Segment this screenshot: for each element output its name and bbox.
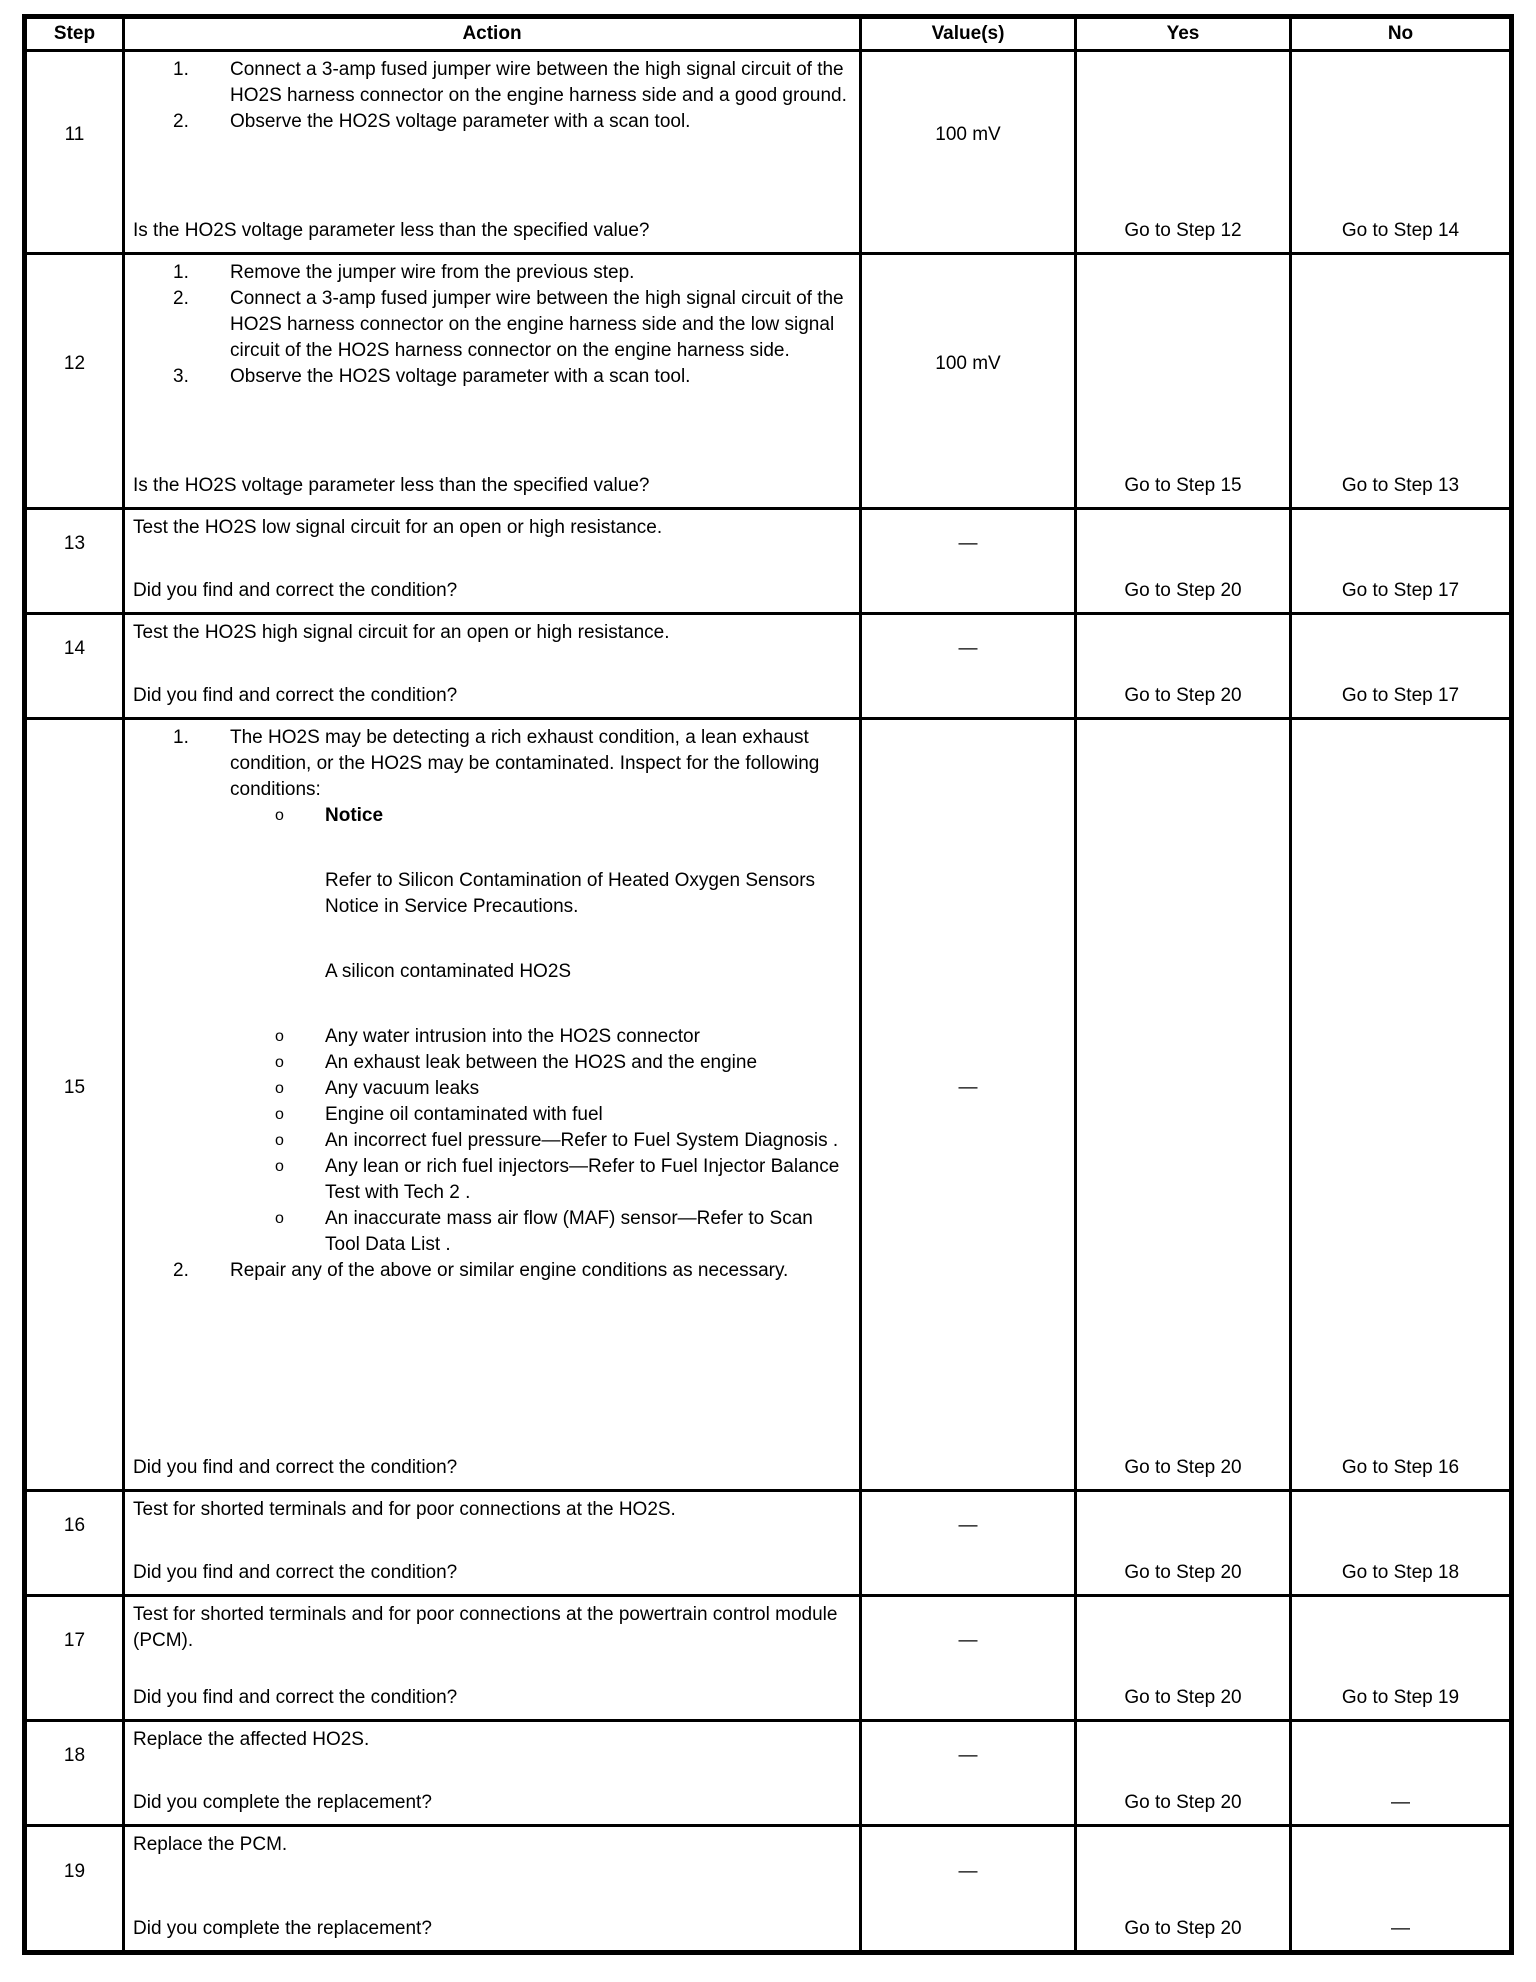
action-text: Remove the jumper wire from the previous step. [230, 262, 635, 283]
table-row-step-13 [27, 507, 1509, 612]
list-marker: o [275, 1132, 284, 1149]
value-text: — [958, 533, 978, 554]
table-row-step-18 [27, 1719, 1509, 1824]
action-block [125, 1727, 859, 1753]
yes-goto-text: Go to Step 20 [1124, 1792, 1242, 1813]
action-text: The HO2S may be detecting a rich exhaust condition, a lean exhaust condition, or the HO2S may be contaminated. Inspect for the following conditions: [230, 727, 820, 800]
yes-goto-text: Go to Step 15 [1124, 475, 1242, 496]
no-goto-text: Go to Step 16 [1341, 1457, 1460, 1478]
list-marker: o [275, 1210, 284, 1227]
action-content [125, 260, 859, 473]
action-text: An exhaust leak between the HO2S and the engine [325, 1052, 758, 1073]
action-text: Test the HO2S high signal circuit for an open or high resistance. [133, 622, 670, 643]
action-text: Any vacuum leaks [325, 1078, 480, 1099]
action-block [125, 1258, 859, 1284]
action-cell [122, 52, 859, 252]
bottom-spacer [27, 218, 122, 252]
bottom-spacer [27, 1455, 122, 1489]
action-cell [122, 510, 859, 612]
list-marker [275, 868, 325, 920]
question-text: Did you find and correct the condition? [133, 1457, 458, 1478]
no-cell [1289, 510, 1509, 612]
bottom-spacer [27, 1916, 122, 1950]
action-text: Connect a 3-amp fused jumper wire between the high signal circuit of the HO2S harness connector on the engine harness side and the low signal circuit of the HO2S harness connector on the engine harness side. [230, 288, 844, 361]
bottom-spacer [27, 473, 122, 507]
list-marker: 1. [173, 59, 189, 80]
question-text: Did you find and correct the condition? [133, 580, 458, 601]
step-cell [27, 1492, 122, 1594]
step-cell [27, 1722, 122, 1824]
value-text: — [958, 1745, 978, 1766]
list-marker: o [275, 807, 284, 824]
list-marker: 2. [173, 288, 189, 309]
value-cell [859, 720, 1074, 1489]
action-content [125, 725, 859, 1455]
no-cell [1289, 1827, 1509, 1950]
action-block [125, 1154, 859, 1206]
bottom-spacer [862, 473, 1074, 507]
table-row-step-15 [27, 717, 1509, 1489]
action-block [125, 803, 859, 829]
no-goto-text: Go to Step 13 [1341, 475, 1460, 496]
action-block [125, 1602, 859, 1654]
no-cell [1289, 1597, 1509, 1719]
yes-goto-text: Go to Step 20 [1124, 1918, 1242, 1939]
bottom-spacer [862, 1455, 1074, 1489]
yes-cell [1074, 52, 1289, 252]
step-number: 13 [63, 533, 86, 554]
action-text: Engine oil contaminated with fuel [325, 1104, 603, 1125]
action-content [125, 620, 859, 683]
action-text: Observe the HO2S voltage parameter with a scan tool. [230, 366, 691, 387]
action-text: Test for shorted terminals and for poor connections at the HO2S. [133, 1499, 676, 1520]
step-cell [27, 615, 122, 717]
header-cell-values: Value(s) [859, 19, 1074, 49]
bottom-spacer [862, 1685, 1074, 1719]
action-block [125, 515, 859, 541]
value-cell [859, 1597, 1074, 1719]
value-cell [859, 52, 1074, 252]
action-text: Replace the PCM. [133, 1834, 288, 1855]
step-number: 18 [63, 1745, 86, 1766]
bottom-spacer [27, 1685, 122, 1719]
yes-cell [1074, 615, 1289, 717]
list-marker: o [275, 1028, 284, 1045]
action-block [125, 286, 859, 364]
action-cell [122, 1827, 859, 1950]
no-goto-text: Go to Step 18 [1341, 1562, 1460, 1583]
no-cell [1289, 255, 1509, 507]
step-cell [27, 720, 122, 1489]
bottom-spacer [862, 218, 1074, 252]
action-block [125, 1128, 859, 1154]
bottom-spacer [862, 1916, 1074, 1950]
action-block [125, 1024, 859, 1050]
action-cell [122, 1492, 859, 1594]
value-cell [859, 615, 1074, 717]
table-row-step-19 [27, 1824, 1509, 1950]
action-content [125, 1602, 859, 1685]
value-text: 100 mV [935, 353, 1001, 374]
list-marker: 3. [173, 366, 189, 387]
value-text: 100 mV [935, 124, 1001, 145]
action-cell [122, 615, 859, 717]
yes-goto-text: Go to Step 20 [1124, 1457, 1242, 1478]
list-marker: 2. [173, 111, 189, 132]
header-cell-step: Step [53, 23, 96, 44]
bottom-spacer [862, 1790, 1074, 1824]
action-content [125, 1832, 859, 1916]
value-cell [859, 510, 1074, 612]
no-goto-text: Go to Step 14 [1341, 220, 1460, 241]
step-cell [27, 510, 122, 612]
step-cell [27, 1827, 122, 1950]
step-cell [27, 52, 122, 252]
action-text: Replace the affected HO2S. [133, 1729, 370, 1750]
table-row-step-14 [27, 612, 1509, 717]
list-marker: o [275, 1106, 284, 1123]
action-content [125, 57, 859, 218]
list-marker [275, 959, 325, 985]
step-number: 15 [63, 1076, 86, 1098]
yes-goto-text: Go to Step 20 [1124, 1687, 1242, 1708]
no-goto-text: — [1391, 1792, 1410, 1813]
action-cell [122, 1722, 859, 1824]
action-text: Any lean or rich fuel injectors—Refer to Fuel Injector Balance Test with Tech 2 . [325, 1156, 840, 1203]
action-block [125, 959, 859, 985]
table-header-row [27, 19, 1509, 49]
step-number: 12 [63, 353, 86, 374]
yes-goto-text: Go to Step 12 [1124, 220, 1242, 241]
action-block [125, 620, 859, 646]
question-text: Did you find and correct the condition? [133, 1687, 458, 1708]
step-number: 19 [63, 1860, 86, 1882]
action-block [125, 1832, 859, 1858]
diagnostic-table [22, 14, 1514, 1955]
question-text: Did you complete the replacement? [133, 1918, 432, 1939]
action-text: Any water intrusion into the HO2S connector [325, 1026, 700, 1047]
no-cell [1289, 720, 1509, 1489]
value-text: — [958, 1860, 978, 1882]
action-content [125, 1727, 859, 1790]
value-text: — [958, 638, 978, 659]
action-block [125, 364, 859, 390]
yes-cell [1074, 255, 1289, 507]
action-text: An incorrect fuel pressure—Refer to Fuel System Diagnosis . [325, 1130, 839, 1151]
yes-goto-text: Go to Step 20 [1124, 1562, 1242, 1583]
bottom-spacer [862, 1560, 1074, 1594]
action-text: Notice [325, 805, 384, 826]
header-cell-yes: Yes [1074, 19, 1289, 49]
action-block [125, 725, 859, 803]
yes-goto-text: Go to Step 20 [1124, 580, 1242, 601]
yes-cell [1074, 1492, 1289, 1594]
action-block [125, 109, 859, 135]
table-row-step-12 [27, 252, 1509, 507]
yes-cell [1074, 1597, 1289, 1719]
action-text: Refer to Silicon Contamination of Heated Oxygen Sensors Notice in Service Precautions. [325, 870, 816, 917]
action-block [125, 260, 859, 286]
action-text: A silicon contaminated HO2S [325, 961, 572, 982]
no-cell [1289, 1722, 1509, 1824]
action-cell [122, 720, 859, 1489]
step-number: 17 [63, 1630, 86, 1651]
action-block [125, 1050, 859, 1076]
value-cell [859, 1722, 1074, 1824]
bottom-spacer [27, 578, 122, 612]
value-text: — [958, 1515, 978, 1536]
yes-cell [1074, 1827, 1289, 1950]
action-block [125, 1076, 859, 1102]
no-goto-text: Go to Step 17 [1341, 685, 1460, 706]
value-cell [859, 1492, 1074, 1594]
list-marker: o [275, 1080, 284, 1097]
action-block [125, 1206, 859, 1258]
bottom-spacer [27, 1790, 122, 1824]
table-row-step-11 [27, 49, 1509, 252]
bottom-spacer [27, 683, 122, 717]
no-goto-text: Go to Step 19 [1341, 1687, 1460, 1708]
question-text: Is the HO2S voltage parameter less than the specified value? [133, 475, 650, 496]
header-cell-no: No [1289, 19, 1509, 49]
header-cell-action: Action [122, 19, 859, 49]
action-text: Repair any of the above or similar engine conditions as necessary. [230, 1260, 789, 1281]
bottom-spacer [862, 683, 1074, 717]
yes-goto-text: Go to Step 20 [1124, 685, 1242, 706]
value-text: — [958, 1076, 978, 1098]
action-cell [122, 1597, 859, 1719]
list-marker: o [275, 1158, 284, 1175]
list-marker: o [275, 1054, 284, 1071]
value-text: — [958, 1630, 978, 1651]
table-row-step-16 [27, 1489, 1509, 1594]
list-marker: 2. [173, 1260, 189, 1281]
action-text: An inaccurate mass air flow (MAF) sensor—Refer to Scan Tool Data List . [325, 1208, 813, 1255]
step-number: 16 [63, 1515, 86, 1536]
bottom-spacer [27, 1560, 122, 1594]
action-block [125, 868, 859, 920]
table-row-step-17 [27, 1594, 1509, 1719]
step-number: 11 [64, 124, 85, 145]
yes-cell [1074, 1722, 1289, 1824]
bottom-spacer [862, 578, 1074, 612]
action-text: Test for shorted terminals and for poor connections at the powertrain control module (PCM). [133, 1604, 838, 1651]
action-text: Observe the HO2S voltage parameter with a scan tool. [230, 111, 691, 132]
action-text: Connect a 3-amp fused jumper wire between the high signal circuit of the HO2S harness connector on the engine harness side and a good ground. [230, 59, 847, 106]
no-cell [1289, 615, 1509, 717]
value-cell [859, 255, 1074, 507]
action-block [125, 57, 859, 109]
action-block [125, 1497, 859, 1523]
list-marker: 1. [173, 727, 189, 748]
no-cell [1289, 52, 1509, 252]
action-text: Test the HO2S low signal circuit for an open or high resistance. [133, 517, 663, 538]
no-goto-text: — [1391, 1918, 1410, 1939]
question-text: Is the HO2S voltage parameter less than the specified value? [133, 220, 650, 241]
action-block [125, 1102, 859, 1128]
question-text: Did you find and correct the condition? [133, 1562, 458, 1583]
action-cell [122, 255, 859, 507]
no-goto-text: Go to Step 17 [1341, 580, 1460, 601]
list-marker: 1. [173, 262, 189, 283]
question-text: Did you complete the replacement? [133, 1792, 432, 1813]
yes-cell [1074, 510, 1289, 612]
yes-cell [1074, 720, 1289, 1489]
step-number: 14 [63, 638, 86, 659]
action-content [125, 1497, 859, 1560]
action-content [125, 515, 859, 578]
value-cell [859, 1827, 1074, 1950]
no-cell [1289, 1492, 1509, 1594]
step-cell [27, 255, 122, 507]
step-cell [27, 1597, 122, 1719]
question-text: Did you find and correct the condition? [133, 685, 458, 706]
